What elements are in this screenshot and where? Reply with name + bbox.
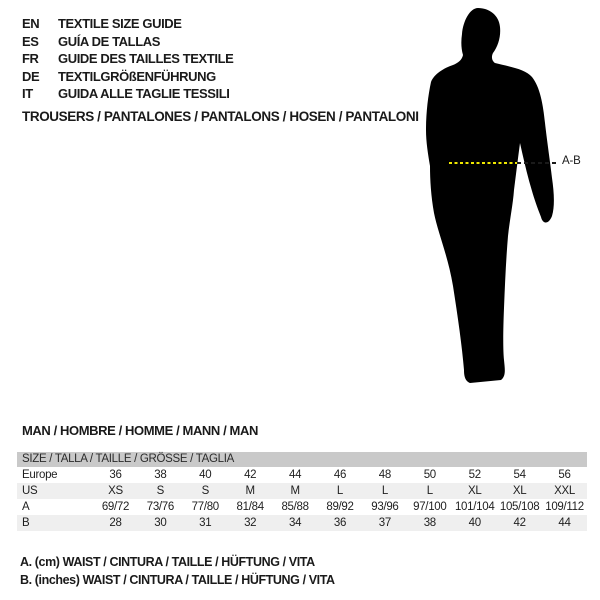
list-item — [22, 33, 233, 51]
size-cell: 30 — [154, 517, 167, 529]
row-label: B — [22, 517, 30, 529]
language-label: GUIDA ALLE TAGLIE TESSILI — [58, 86, 230, 101]
size-cell: 42 — [244, 469, 257, 481]
size-cell: 40 — [199, 469, 212, 481]
size-table — [17, 452, 587, 531]
size-cell: L — [426, 485, 433, 497]
list-item — [22, 85, 233, 103]
size-cell: 109/112 — [545, 501, 584, 513]
category-title: TROUSERS / PANTALONES / PANTALONS / HOSEN / PANTALONI — [22, 109, 419, 124]
language-code: ES — [22, 33, 39, 49]
man-silhouette-icon — [420, 8, 560, 386]
size-cell: 38 — [423, 517, 436, 529]
size-cell: 56 — [558, 469, 571, 481]
size-cell: 77/80 — [191, 501, 219, 513]
measurement-ab-label: A-B — [562, 155, 581, 167]
size-cell: 81/84 — [236, 501, 264, 513]
size-cell: 85/88 — [281, 501, 309, 513]
size-cell: 40 — [468, 517, 481, 529]
size-cell: XL — [512, 485, 527, 497]
size-cell: 38 — [154, 469, 167, 481]
size-cell: S — [201, 485, 209, 497]
size-cell: XS — [108, 485, 123, 497]
language-code: IT — [22, 86, 33, 101]
size-cell: 44 — [558, 517, 571, 529]
list-item — [22, 50, 233, 68]
language-guide-list — [22, 15, 233, 103]
gender-title: MAN / HOMBRE / HOMME / MANN / MAN — [22, 423, 258, 438]
size-cell: 52 — [468, 469, 481, 481]
size-cell: 37 — [378, 517, 391, 529]
size-cell: S — [156, 485, 165, 497]
table-row-europe — [17, 467, 587, 483]
size-cell: L — [336, 485, 344, 497]
row-label: A — [22, 501, 30, 513]
footnote-a: A. (cm) WAIST / CINTURA / TAILLE / HÜFTUNG / VITA — [20, 555, 315, 569]
list-item — [22, 68, 233, 86]
size-cell: 97/100 — [413, 501, 447, 513]
size-cell: 32 — [244, 517, 257, 529]
measurement-footnotes — [20, 554, 335, 589]
language-label: TEXTILE SIZE GUIDE — [58, 16, 182, 31]
language-code: DE — [22, 68, 40, 84]
table-row-a-cm — [17, 499, 587, 515]
size-cell: 69/72 — [101, 501, 130, 513]
size-cell: M — [290, 485, 300, 497]
size-cell: 34 — [288, 517, 302, 529]
size-cell: L — [381, 485, 388, 497]
size-table-grid — [17, 467, 587, 531]
language-code: FR — [22, 51, 39, 66]
size-table-header: SIZE / TALLA / TAILLE / GRÖSSE / TAGLIA — [17, 452, 587, 467]
language-label: TEXTILGRÖßENFÜHRUNG — [58, 68, 216, 84]
size-cell: 73/76 — [146, 501, 174, 513]
size-cell: 42 — [513, 517, 526, 529]
size-cell: M — [245, 485, 255, 497]
size-cell: 93/96 — [371, 501, 399, 513]
waist-measurement-line-on-body — [449, 162, 517, 164]
footnote-b: B. (inches) WAIST / CINTURA / TAILLE / HÜFTUNG / VITA — [20, 572, 335, 587]
size-cell: 50 — [423, 469, 436, 481]
size-cell: 36 — [333, 517, 347, 529]
language-label: GUIDE DES TAILLES TEXTILE — [58, 51, 234, 66]
size-cell: 44 — [288, 469, 302, 481]
size-cell: 46 — [333, 469, 347, 481]
table-row-b-inches — [17, 515, 587, 531]
table-row-us — [17, 483, 587, 499]
size-cell: 48 — [378, 469, 391, 481]
language-label: GUÍA DE TALLAS — [58, 33, 161, 49]
list-item — [22, 15, 233, 33]
size-cell: 54 — [513, 469, 526, 481]
size-cell: 36 — [109, 469, 122, 481]
size-cell: 31 — [199, 517, 212, 529]
man-silhouette-figure — [420, 8, 560, 386]
size-cell: 28 — [109, 517, 122, 529]
size-cell: XXL — [554, 485, 575, 497]
row-label: Europe — [22, 469, 58, 481]
size-cell: 105/108 — [499, 501, 540, 513]
size-cell: 101/104 — [454, 501, 495, 513]
size-cell: XL — [467, 485, 482, 497]
row-label: US — [22, 485, 38, 497]
language-code: EN — [22, 16, 40, 31]
waist-measurement-line-leader — [517, 162, 559, 164]
size-cell: 89/92 — [326, 501, 354, 513]
